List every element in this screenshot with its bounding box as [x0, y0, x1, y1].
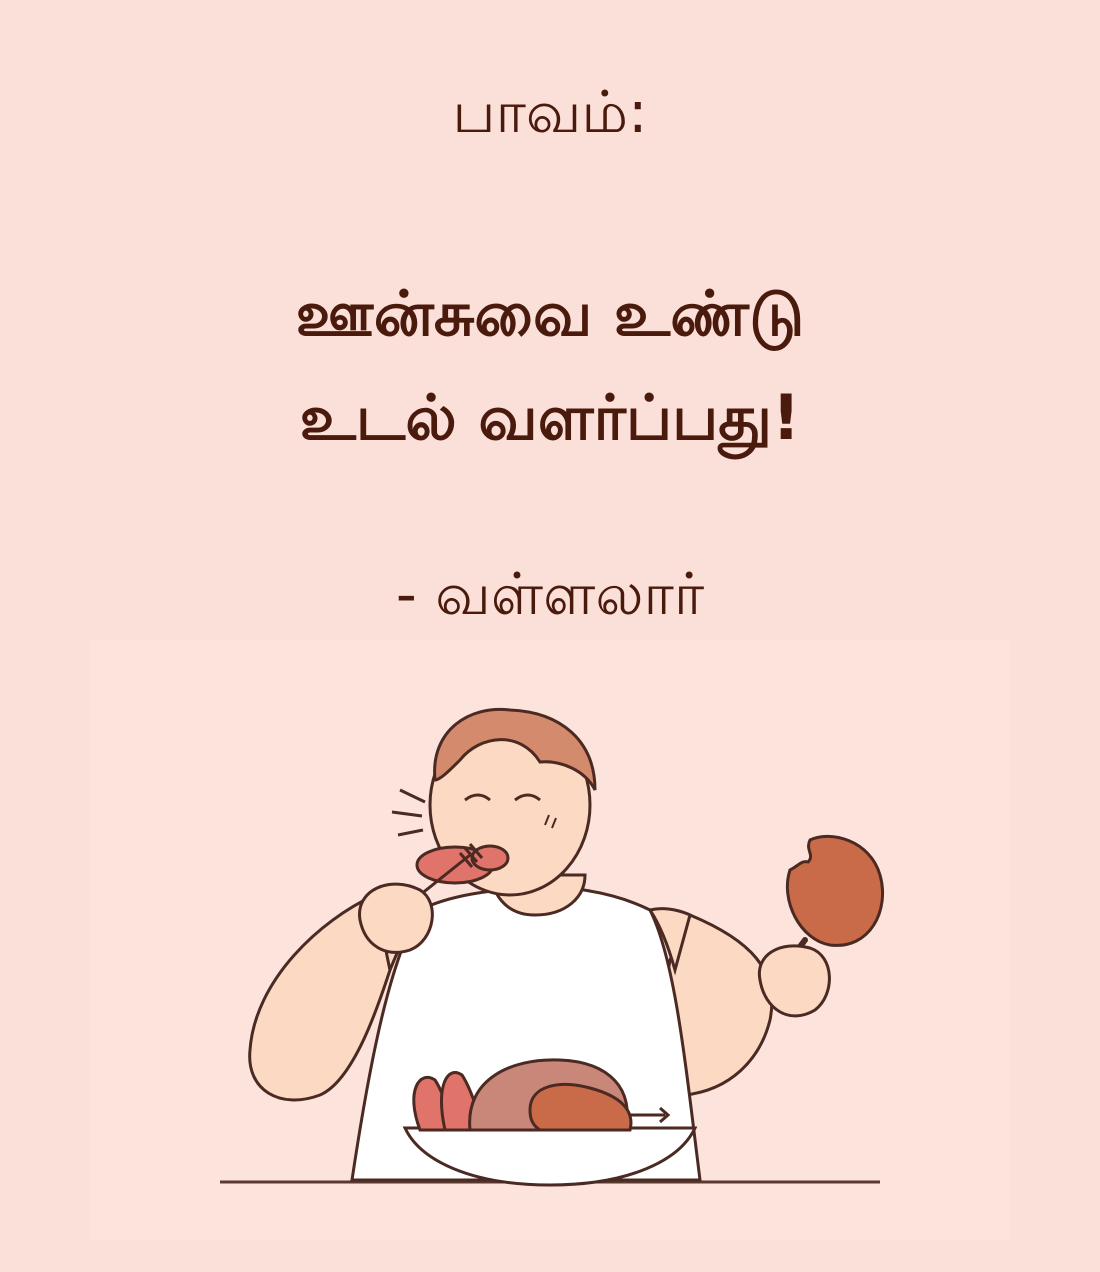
quote-line-1: ஊன்சுவை உண்டு — [295, 277, 805, 350]
quote-author: - வள்ளலார் — [395, 560, 705, 628]
mouth — [472, 846, 508, 870]
right-fist — [759, 946, 829, 1016]
man-eating-meat-illustration — [90, 640, 1010, 1240]
sin-label: பாவம்: — [452, 78, 648, 146]
quote-text — [0, 262, 1100, 470]
quote-line-2: உடல் வளர்ப்பது! — [299, 381, 801, 454]
left-fist — [360, 884, 433, 952]
